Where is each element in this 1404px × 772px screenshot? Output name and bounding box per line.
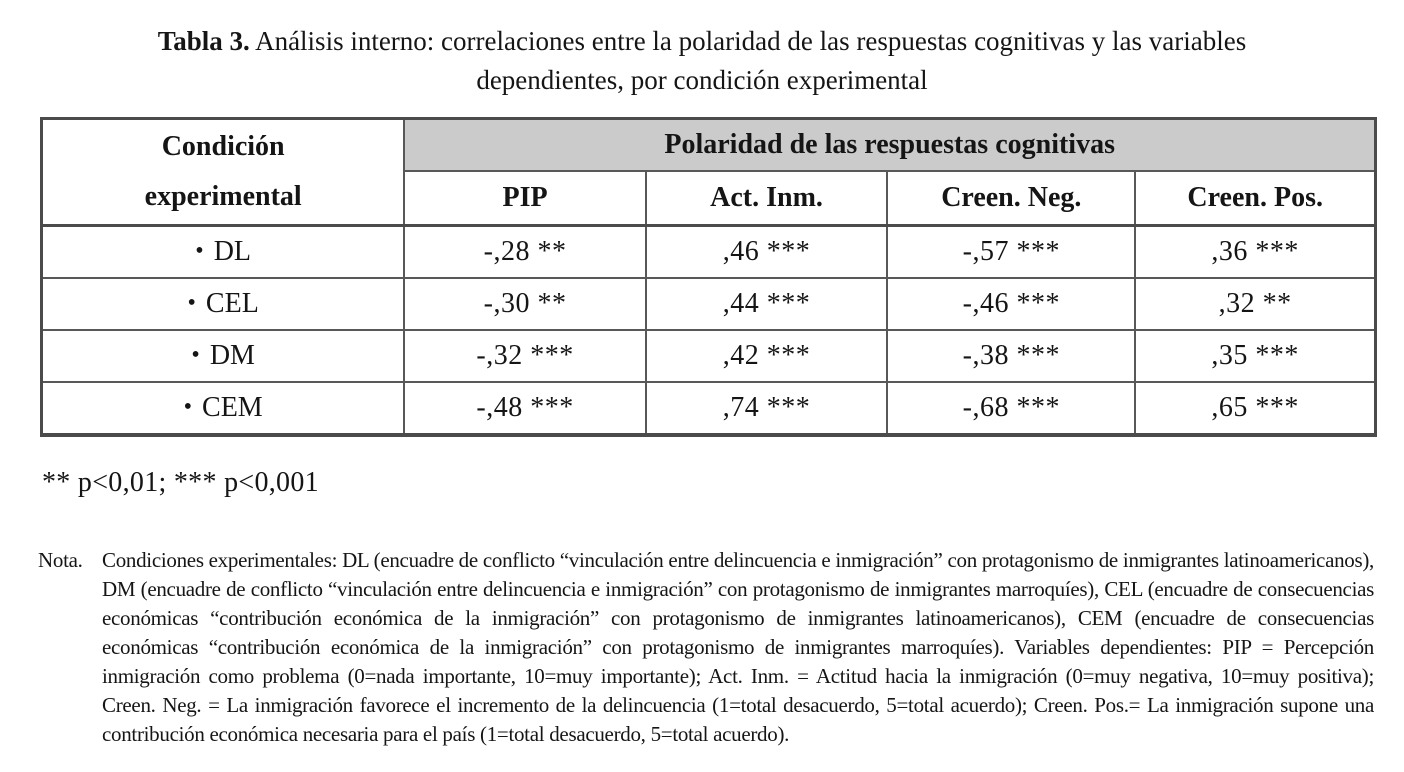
nota-label: Nota. [38,548,83,572]
cell-value: ,65 *** [1135,382,1375,435]
nota-paragraph [38,546,1374,749]
table-row [42,382,1376,435]
table-row [42,226,1376,279]
table-title-text: Análisis interno: correlaciones entre la polaridad de las respuestas cognitivas y las variables dependientes, por condición experimental [249,26,1247,95]
row-label-cell [42,382,405,435]
cell-value: -,46 *** [887,278,1135,330]
bullet-icon: • [191,342,200,368]
cell-value: ,35 *** [1135,330,1375,382]
table-row [42,330,1376,382]
group-header-cell: Polaridad de las respuestas cognitivas [404,119,1375,172]
table-title [82,22,1322,100]
cell-value: -,57 *** [887,226,1135,279]
row-label: CEL [205,288,259,319]
row-label: DL [213,236,252,267]
cell-value: -,38 *** [887,330,1135,382]
cell-value: -,28 ** [404,226,645,279]
row-label-cell [42,330,405,382]
cell-value: ,74 *** [646,382,887,435]
bullet-icon: • [183,394,193,420]
table-title-label: Tabla 3. [157,26,250,56]
header-row-group [42,119,1376,172]
row-label-cell [42,278,405,330]
row-label-cell [42,226,405,279]
column-header-creen-neg: Creen. Neg. [887,171,1135,226]
cell-value: ,32 ** [1135,278,1375,330]
column-header-pip: PIP [404,171,645,226]
corner-header-cell [42,119,405,226]
column-header-act-inm: Act. Inm. [646,171,887,226]
cell-value: ,36 *** [1135,226,1375,279]
significance-note: ** p<0,01; *** p<0,001 [42,467,319,498]
column-header-creen-pos: Creen. Pos. [1135,171,1375,226]
bullet-icon: • [195,238,204,264]
cell-value: ,44 *** [646,278,887,330]
table-row [42,278,1376,330]
cell-value: -,48 *** [404,382,645,435]
cell-value: ,42 *** [646,330,887,382]
nota-text: Condiciones experimentales: DL (encuadre de conflicto “vinculación entre delincuencia e inmigración” con protagonismo de inmigrantes latinoamericanos), DM (encuadre de conflicto “vinculación entre delincuencia e inmigración” con protagonismo de inmigrantes marroquíes), CEL (encuadre de consecuencias económicas “contribución económica de la inmigración” con protagonismo de inmigrantes latinoamericanos), CEM (encuadre de consecuencias económicas “contribución económica de la inmigración” con protagonismo de inmigrantes marroquíes). Variables dependientes: PIP = Percepción inmigración como problema (0=nada importante, 10=muy importante); Act. Inm. = Actitud hacia la inmigración (0=muy negativa, 10=muy positiva); Creen. Neg. = La inmigración favorece el incremento de la delincuencia (1=total desacuerdo, 5=total acuerdo); Creen. Pos.= La inmigración supone una contribución económica necesaria para el país (1=total desacuerdo, 5=total acuerdo). [102,548,1374,746]
cell-value: -,32 *** [404,330,645,382]
cell-value: ,46 *** [646,226,887,279]
page [0,22,1404,772]
bullet-icon: • [187,290,196,316]
row-label: CEM [202,392,263,423]
cell-value: -,30 ** [404,278,645,330]
row-label: DM [209,340,255,371]
correlation-table-wrapper [40,117,1377,437]
cell-value: -,68 *** [887,382,1135,435]
correlation-table [40,117,1377,437]
corner-header-text: Condición experimental [144,131,302,212]
